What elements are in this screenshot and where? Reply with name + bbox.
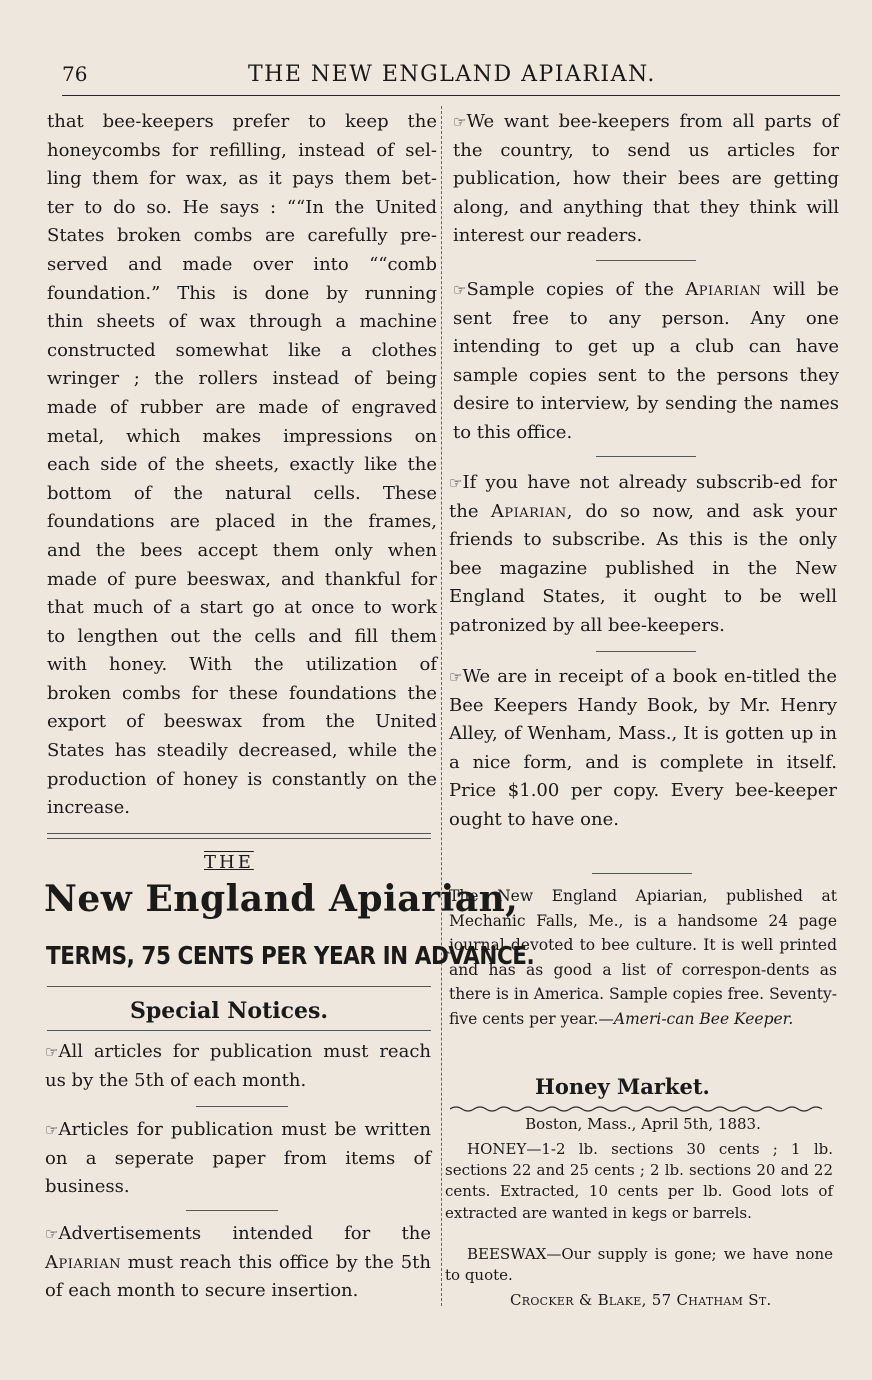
- article-line: each side of the sheets, exactly like the: [47, 454, 437, 476]
- article-line: that bee-keepers prefer to keep the: [47, 111, 437, 132]
- article-line: broken combs for these foundations the: [47, 682, 437, 704]
- masthead-the-label: THE: [204, 852, 254, 873]
- section-rule: [47, 1030, 431, 1031]
- article-line: and the bees accept them only when: [47, 539, 437, 561]
- article-line: States has steadily decreased, while the: [47, 740, 437, 762]
- section-rule: [47, 838, 431, 839]
- market-signature: Crocker & Blake, 57 Chatham St.: [510, 1291, 772, 1309]
- notice: ☞All articles for publication must reach us by the 5th of each month.: [45, 1041, 431, 1091]
- article-line: that much of a start go at once to work: [47, 597, 437, 619]
- beeswax-prices: BEESWAX—Our supply is gone; we have none to quote.: [445, 1245, 833, 1285]
- article-line: ling them for wax, as it pays them bet-: [47, 168, 437, 190]
- article-line: increase.: [47, 797, 131, 819]
- notice-divider: [596, 260, 696, 261]
- article-line: wringer ; the rollers instead of being: [47, 368, 437, 390]
- article-line: made of pure beeswax, and thankful for: [47, 568, 437, 590]
- page-number: 76: [62, 62, 88, 86]
- honey-market-heading: Honey Market.: [535, 1074, 710, 1099]
- section-rule: [47, 986, 431, 987]
- pointing-hand-icon: ☞: [449, 474, 462, 492]
- article-line: export of beeswax from the United: [47, 711, 437, 733]
- article-line: thin sheets of wax through a machine: [47, 311, 437, 333]
- article-line: metal, which makes impressions on: [47, 425, 437, 447]
- running-title: THE NEW ENGLAND APIARIAN.: [248, 62, 656, 87]
- notice-divider: [196, 1106, 288, 1107]
- notice: ☞We are in receipt of a book en-titled the Bee Keepers Handy Book, by Mr. Henry Alley, of Wenham, Mass., It is gotten up in a nice form, and is complete in itself. Price $1.00 per copy. Every bee-keeper ought to have one.: [449, 666, 837, 830]
- special-notices-heading: Special Notices.: [130, 998, 329, 1024]
- article-line: bottom of the natural cells. These: [47, 482, 437, 504]
- wavy-rule: [450, 1105, 828, 1113]
- pointing-hand-icon: ☞: [45, 1121, 58, 1139]
- pointing-hand-icon: ☞: [45, 1225, 58, 1243]
- pointing-hand-icon: ☞: [453, 281, 466, 299]
- pointing-hand-icon: ☞: [45, 1043, 58, 1061]
- article-line: constructed somewhat like a clothes: [47, 339, 437, 361]
- notice: ☞Articles for publication must be written on a seperate paper from items of business.: [45, 1119, 431, 1198]
- notice: ☞Sample copies of the Apiarian will be sent free to any person. Any one intending to get up a club can have sample copies sent to the persons they desire to interview, by sending the names to this office.: [453, 279, 839, 443]
- pointing-hand-icon: ☞: [449, 668, 462, 686]
- honey-prices: HONEY—1-2 lb. sections 30 cents ; 1 lb. sections 22 and 25 cents ; 2 lb. sections 20 and 22 cents. Extracted, 10 cents per lb. Good lots of extracted are wanted in kegs or barrels.: [445, 1140, 833, 1222]
- notice: ☞Advertisements intended for the Apiarian must reach this office by the 5th of each month to secure insertion.: [45, 1223, 431, 1302]
- article-line: foundations are placed in the frames,: [47, 511, 437, 533]
- article-line: made of rubber are made of engraved: [47, 396, 437, 418]
- article-line: production of honey is constantly on the: [47, 768, 437, 790]
- column-divider: [441, 106, 442, 1306]
- article-line: served and made over into ““comb: [47, 253, 437, 275]
- article-line: to lengthen out the cells and fill them: [47, 625, 437, 647]
- subscription-terms: TERMS, 75 CENTS PER YEAR IN ADVANCE.: [46, 941, 535, 970]
- notice: ☞If you have not already subscrib-ed for the Apiarian, do so now, and ask your friends to subscribe. As this is the only bee magazine published in the New England States, it ought to be well patronized by all bee-keepers.: [449, 472, 837, 636]
- market-dateline: Boston, Mass., April 5th, 1883.: [525, 1115, 761, 1133]
- quoted-review: The New England Apiarian, published at Mechanic Falls, Me., is a handsome 24 page journal devoted to bee culture. It is well printed and has as good a list of correspon-dents as there is in America. Sample copies free. Seventy-five cents per year.—Ameri-can Bee Keeper.: [449, 887, 837, 1028]
- article-line: honeycombs for refilling, instead of sel-: [47, 139, 437, 161]
- article-line: States broken combs are carefully pre-: [47, 225, 437, 247]
- article-line: foundation.” This is done by running: [47, 282, 437, 304]
- notice: ☞We want bee-keepers from all parts of the country, to send us articles for publication, how their bees are getting along, and anything that they think will interest our readers.: [453, 111, 839, 247]
- notice-divider: [596, 651, 696, 652]
- masthead-title: New England Apiarian,: [44, 878, 519, 920]
- pointing-hand-icon: ☞: [453, 113, 466, 131]
- article-line: with honey. With the utilization of: [47, 654, 437, 676]
- section-rule: [47, 833, 431, 834]
- article-continuation: [47, 108, 437, 823]
- notice-divider: [596, 456, 696, 457]
- header-rule: [62, 95, 840, 96]
- notice-divider: [186, 1210, 278, 1211]
- article-line: ter to do so. He says : ““In the United: [47, 196, 437, 218]
- notice-divider: [592, 873, 692, 874]
